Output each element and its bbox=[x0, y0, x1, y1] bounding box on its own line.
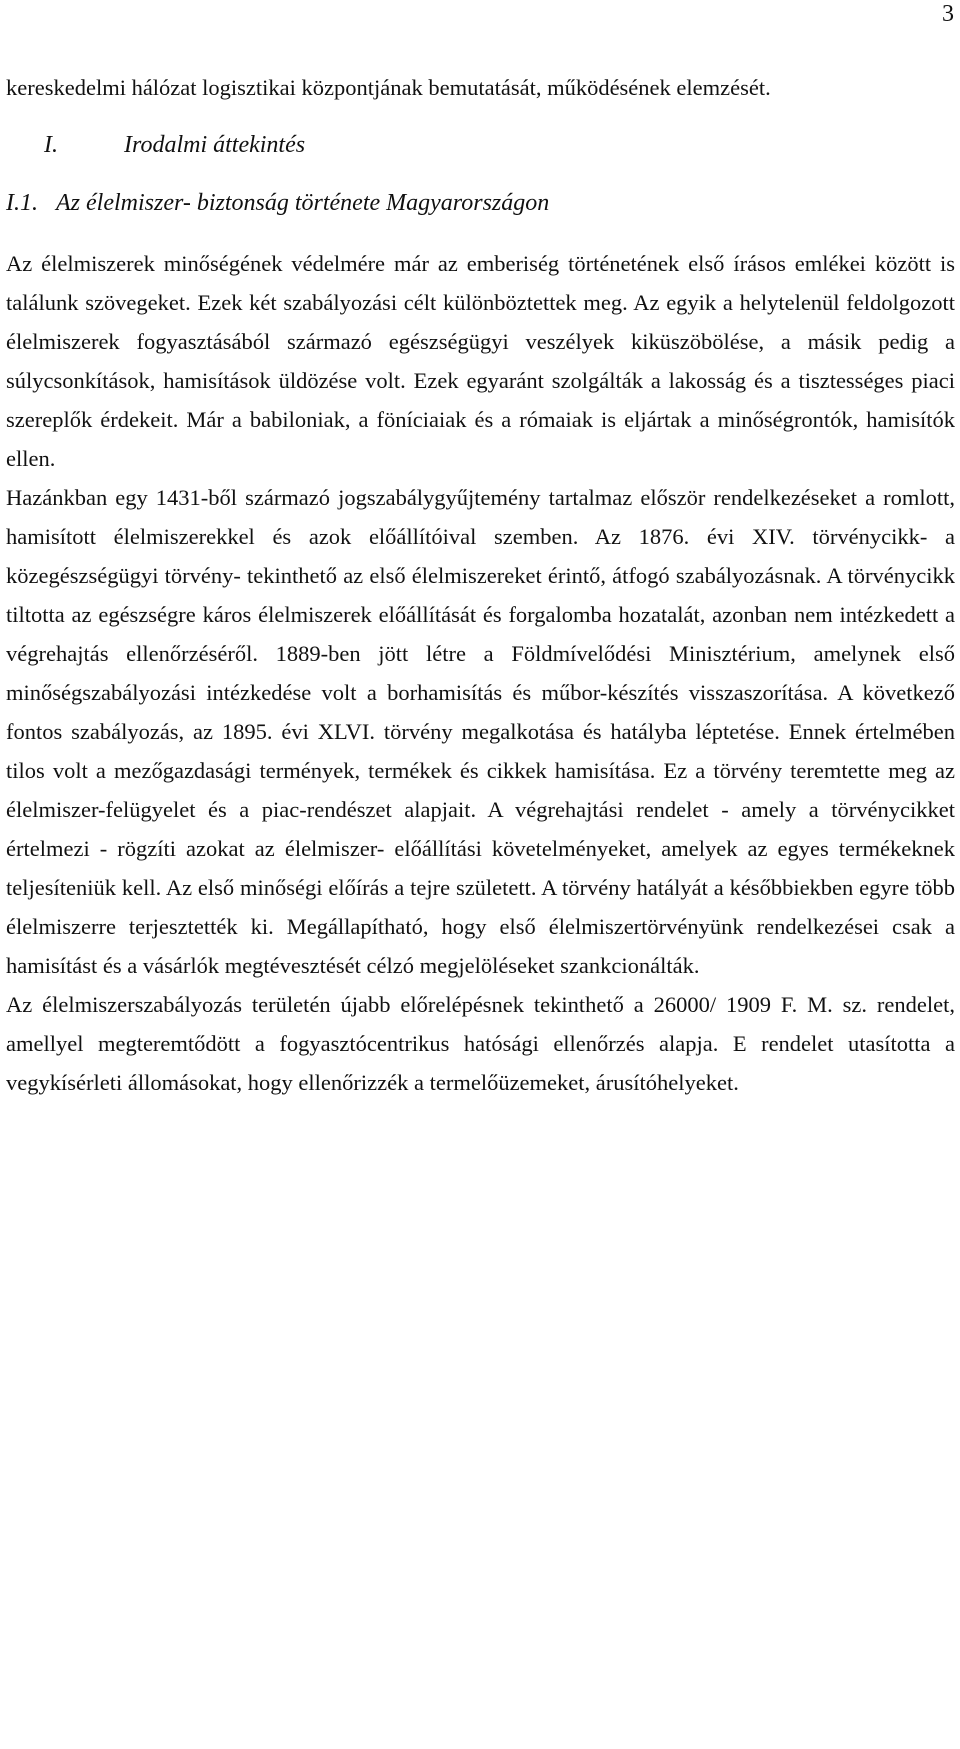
subsection-heading bbox=[6, 184, 955, 223]
body-paragraph: Az élelmiszerszabályozás területén újabb előrelépésnek tekinthető a 26000/ 1909 F. M. sz. rendelet, amellyel megteremtődött a fogyasztócentrikus hatósági ellenőrzés alapja. E rendelet utasította a vegykísérleti állomásokat, hogy ellenőrizzék a termelőüzemeket, árusítóhelyeket. bbox=[6, 992, 955, 1095]
subsection-number: I.1. bbox=[6, 190, 38, 216]
document-body bbox=[6, 68, 955, 1102]
page-number: 3 bbox=[942, 1, 954, 27]
section-number: I. bbox=[44, 132, 58, 158]
intro-paragraph: kereskedelmi hálózat logisztikai központjának bemutatását, működésének elemzését. bbox=[6, 75, 771, 100]
section-title: Irodalmi áttekintés bbox=[124, 132, 306, 158]
section-heading bbox=[6, 126, 955, 165]
body-paragraph: Hazánkban egy 1431-ből származó jogszabálygyűjtemény tartalmaz először rendelkezéseket a romlott, hamisított élelmiszerekkel és azok előállítóival szemben. Az 1876. évi XIV. törvénycikk- a közegészségügyi törvény- tekinthető az első élelmiszereket érintő, átfogó szabályozásnak. A törvénycikk tiltotta az egészségre káros élelmiszerek előállítását és forgalomba hozatalát, azonban nem intézkedett a végrehajtás ellenőrzéséről. 1889-ben jött létre a Földmívelődési Minisztérium, amelynek első minőségszabályozási intézkedése volt a borhamisítás és műbor-készítés visszaszorítása. A következő fontos szabályozás, az 1895. évi XLVI. törvény megalkotása és hatályba léptetése. Ennek értelmében tilos volt a mezőgazdasági termények, termékek és cikkek hamisítása. Ez a törvény teremtette meg az élelmiszer-felügyelet és a piac-rendészet alapjait. A végrehajtási rendelet - amely a törvénycikket értelmezi - rögzíti azokat az élelmiszer- előállítási követelményeket, amelyek az egyes termékeknek teljesíteniük kell. Az első minőségi előírás a tejre született. A törvény hatályát a későbbiekben egyre több élelmiszerre terjesztették ki. Megállapítható, hogy első élelmiszertörvényünk rendelkezései csak a hamisítást és a vásárlók megtévesztését célzó megjelöléseket szankcionálták. bbox=[6, 485, 955, 978]
subsection-title: Az élelmiszer- biztonság története Magyarországon bbox=[56, 190, 550, 216]
body-paragraph: Az élelmiszerek minőségének védelmére már az emberiség történetének első írásos emlékei között is találunk szövegeket. Ezek két szabályozási célt különböztettek meg. Az egyik a helytelenül feldolgozott élelmiszerek fogyasztásából származó egészségügyi veszélyek kiküszöbölése, a másik pedig a súlycsonkítások, hamisítások üldözése volt. Ezek egyaránt szolgálták a lakosság és a tisztességes piaci szereplők érdekeit. Már a babiloniak, a föníciaiak és a rómaiak is eljártak a minőségrontók, hamisítók ellen. bbox=[6, 251, 955, 471]
